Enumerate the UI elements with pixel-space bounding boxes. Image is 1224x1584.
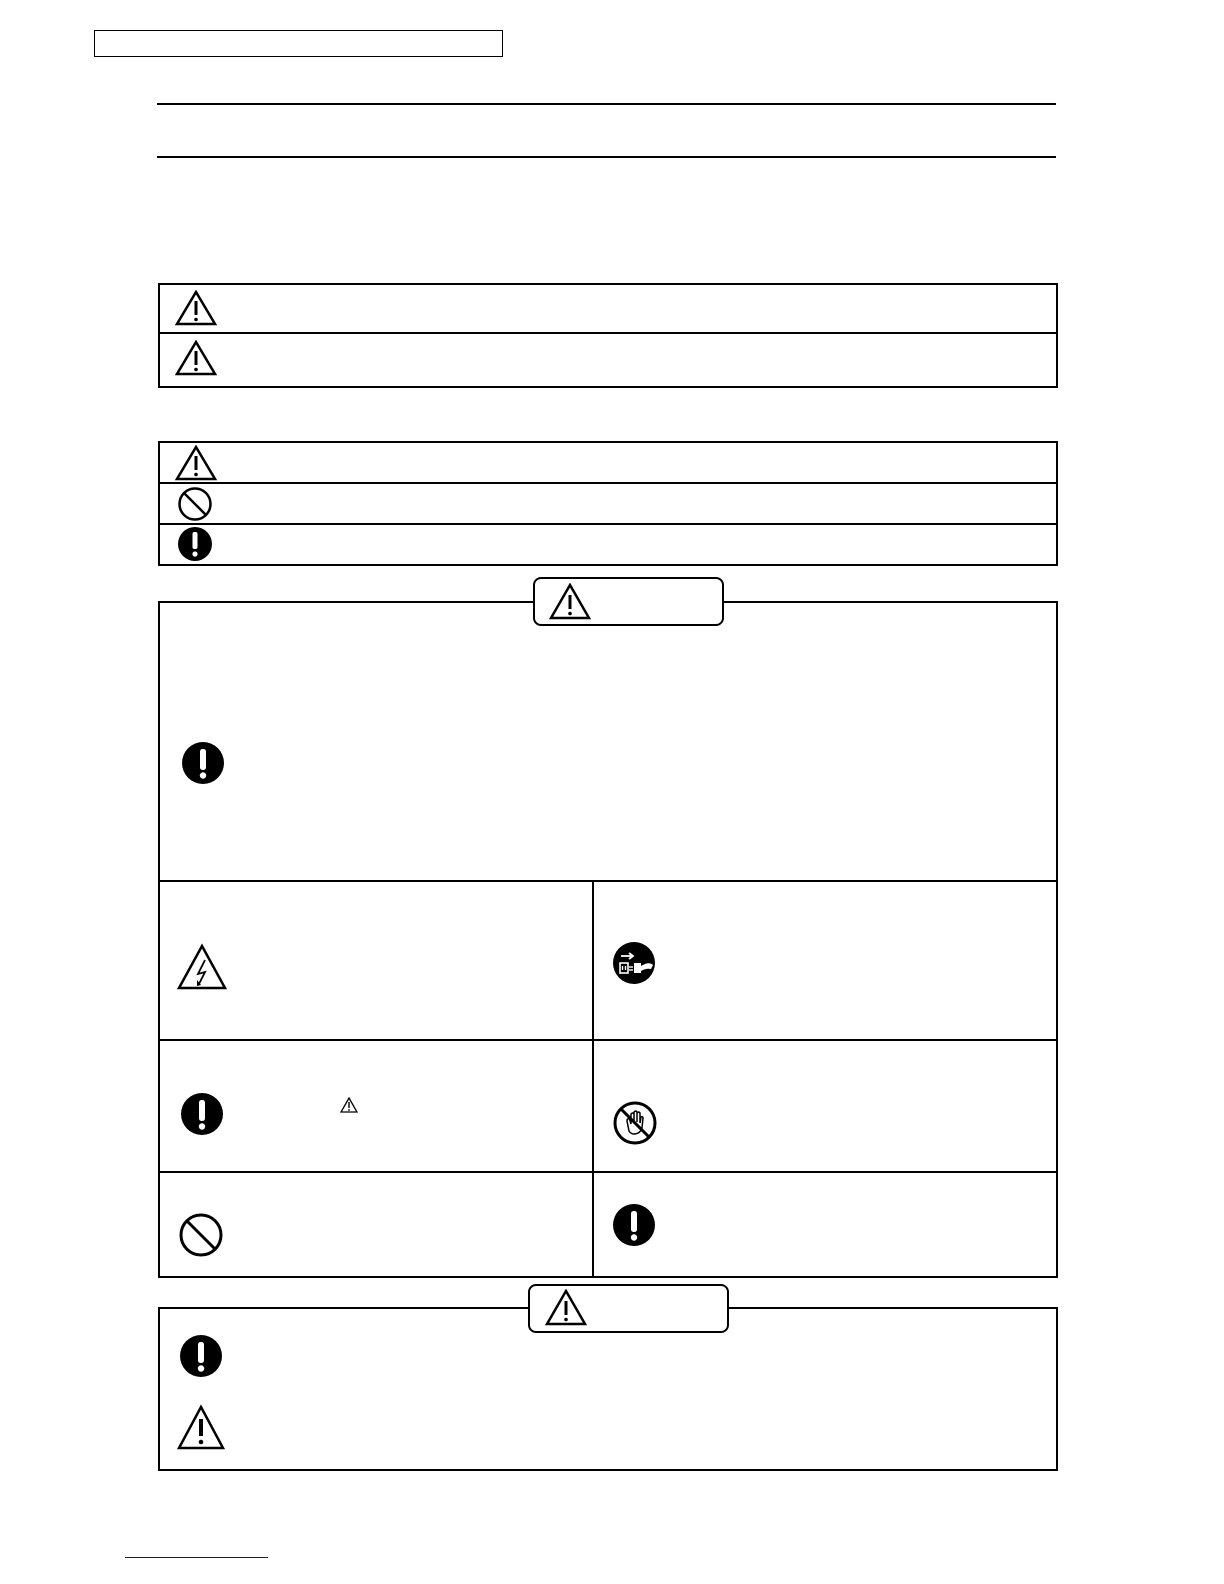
mandatory-exclamation-icon (178, 1334, 224, 1378)
warning-grid-row-3 (158, 1171, 1058, 1173)
footer-link-underline[interactable] (125, 1557, 268, 1558)
header-box (94, 30, 503, 57)
hazard-level-table (158, 283, 1058, 388)
mandatory-exclamation-icon (179, 1092, 225, 1136)
warning-triangle-icon (176, 1404, 226, 1450)
symbol-legend-table (158, 441, 1058, 566)
prohibited-circle-icon (178, 1212, 224, 1258)
electric-shock-icon (176, 943, 228, 991)
symbol-legend-divider-1 (158, 482, 1058, 484)
mandatory-exclamation-icon (176, 526, 214, 562)
warning-section (158, 601, 1058, 1278)
warning-grid-column (592, 880, 594, 1278)
small-warning-icon (340, 1097, 358, 1113)
mandatory-exclamation-icon (611, 1203, 657, 1247)
prohibited-circle-icon (176, 486, 214, 522)
hazard-level-divider (158, 332, 1058, 334)
unplug-power-icon (611, 941, 657, 985)
do-not-touch-icon (612, 1101, 658, 1145)
warning-triangle-icon (175, 445, 217, 481)
title-rule-bottom (157, 156, 1056, 158)
warning-grid-row-1 (158, 880, 1058, 882)
title-rule-top (157, 103, 1056, 105)
mandatory-exclamation-icon (180, 741, 226, 785)
warning-triangle-icon (175, 340, 217, 376)
warning-triangle-icon (549, 583, 591, 620)
warning-triangle-icon (175, 290, 217, 326)
symbol-legend-divider-2 (158, 523, 1058, 525)
warning-grid-row-2 (158, 1039, 1058, 1041)
warning-triangle-icon (545, 1289, 587, 1326)
